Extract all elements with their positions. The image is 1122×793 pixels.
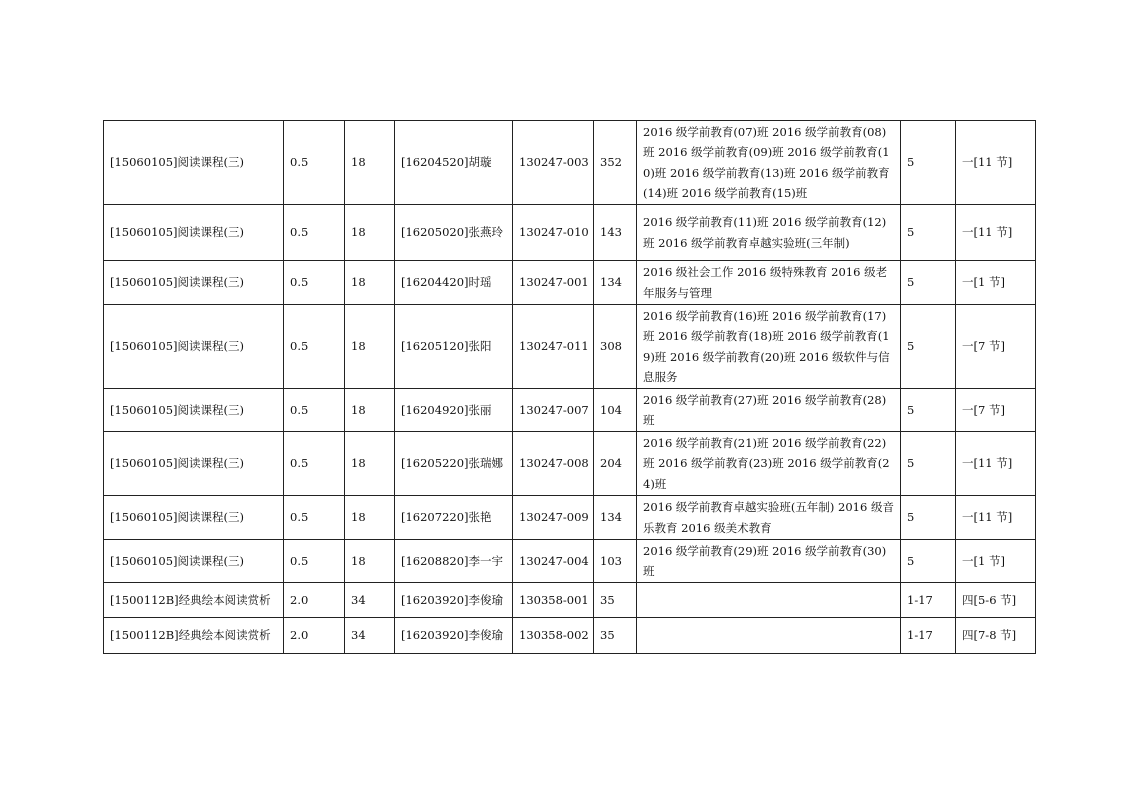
weeks-cell: 1-17 — [901, 618, 956, 654]
hours-cell: 18 — [345, 496, 395, 540]
count-cell: 308 — [594, 305, 637, 389]
table-row — [104, 618, 1036, 654]
teacher-cell: [16204420]时瑶 — [395, 261, 513, 305]
credit-cell: 0.5 — [284, 121, 345, 205]
classes-cell — [637, 618, 901, 654]
classes-cell: 2016 级学前教育(29)班 2016 级学前教育(30)班 — [637, 540, 901, 583]
count-cell: 352 — [594, 121, 637, 205]
weeks-cell: 5 — [901, 261, 956, 305]
classes-cell: 2016 级学前教育卓越实验班(五年制) 2016 级音乐教育 2016 级美术教育 — [637, 496, 901, 540]
count-cell: 35 — [594, 583, 637, 618]
time-cell: 一[7 节] — [956, 389, 1036, 432]
time-cell: 一[1 节] — [956, 261, 1036, 305]
course-cell: [15060105]阅读课程(三) — [104, 432, 284, 496]
hours-cell: 18 — [345, 305, 395, 389]
course-schedule-table — [103, 120, 1036, 654]
code-cell: 130358-002 — [513, 618, 594, 654]
classes-cell: 2016 级学前教育(21)班 2016 级学前教育(22)班 2016 级学前教育(23)班 2016 级学前教育(24)班 — [637, 432, 901, 496]
code-cell: 130247-010 — [513, 205, 594, 261]
teacher-cell: [16204920]张丽 — [395, 389, 513, 432]
weeks-cell: 5 — [901, 432, 956, 496]
course-cell: [15060105]阅读课程(三) — [104, 261, 284, 305]
credit-cell: 0.5 — [284, 432, 345, 496]
course-cell: [15060105]阅读课程(三) — [104, 389, 284, 432]
course-cell: [15060105]阅读课程(三) — [104, 540, 284, 583]
count-cell: 204 — [594, 432, 637, 496]
code-cell: 130247-001 — [513, 261, 594, 305]
teacher-cell: [16203920]李俊瑜 — [395, 583, 513, 618]
classes-cell — [637, 583, 901, 618]
classes-cell: 2016 级学前教育(27)班 2016 级学前教育(28)班 — [637, 389, 901, 432]
teacher-cell: [16203920]李俊瑜 — [395, 618, 513, 654]
credit-cell: 0.5 — [284, 540, 345, 583]
weeks-cell: 5 — [901, 305, 956, 389]
count-cell: 134 — [594, 496, 637, 540]
hours-cell: 18 — [345, 205, 395, 261]
weeks-cell: 5 — [901, 121, 956, 205]
credit-cell: 0.5 — [284, 261, 345, 305]
count-cell: 143 — [594, 205, 637, 261]
course-cell: [15060105]阅读课程(三) — [104, 496, 284, 540]
time-cell: 一[11 节] — [956, 432, 1036, 496]
credit-cell: 0.5 — [284, 389, 345, 432]
classes-cell: 2016 级学前教育(11)班 2016 级学前教育(12)班 2016 级学前教育卓越实验班(三年制) — [637, 205, 901, 261]
hours-cell: 18 — [345, 121, 395, 205]
hours-cell: 34 — [345, 583, 395, 618]
course-cell: [15060105]阅读课程(三) — [104, 305, 284, 389]
credit-cell: 2.0 — [284, 583, 345, 618]
code-cell: 130247-007 — [513, 389, 594, 432]
code-cell: 130247-011 — [513, 305, 594, 389]
weeks-cell: 5 — [901, 389, 956, 432]
count-cell: 35 — [594, 618, 637, 654]
course-cell: [1500112B]经典绘本阅读赏析 — [104, 618, 284, 654]
hours-cell: 34 — [345, 618, 395, 654]
table-row — [104, 121, 1036, 205]
teacher-cell: [16205020]张燕玲 — [395, 205, 513, 261]
table-row — [104, 205, 1036, 261]
count-cell: 104 — [594, 389, 637, 432]
time-cell: 一[7 节] — [956, 305, 1036, 389]
weeks-cell: 5 — [901, 540, 956, 583]
table-row — [104, 432, 1036, 496]
time-cell: 四[5-6 节] — [956, 583, 1036, 618]
hours-cell: 18 — [345, 261, 395, 305]
course-cell: [1500112B]经典绘本阅读赏析 — [104, 583, 284, 618]
weeks-cell: 5 — [901, 205, 956, 261]
code-cell: 130247-003 — [513, 121, 594, 205]
course-cell: [15060105]阅读课程(三) — [104, 121, 284, 205]
time-cell: 一[11 节] — [956, 496, 1036, 540]
classes-cell: 2016 级学前教育(16)班 2016 级学前教育(17)班 2016 级学前教育(18)班 2016 级学前教育(19)班 2016 级学前教育(20)班 2016 级软件与信息服务 — [637, 305, 901, 389]
count-cell: 103 — [594, 540, 637, 583]
count-cell: 134 — [594, 261, 637, 305]
table-row — [104, 305, 1036, 389]
credit-cell: 0.5 — [284, 496, 345, 540]
weeks-cell: 1-17 — [901, 583, 956, 618]
table-body — [104, 121, 1036, 654]
table-row — [104, 583, 1036, 618]
course-cell: [15060105]阅读课程(三) — [104, 205, 284, 261]
classes-cell: 2016 级学前教育(07)班 2016 级学前教育(08)班 2016 级学前教育(09)班 2016 级学前教育(10)班 2016 级学前教育(13)班 2016 级学前教育(14)班 2016 级学前教育(15)班 — [637, 121, 901, 205]
hours-cell: 18 — [345, 432, 395, 496]
table-row — [104, 261, 1036, 305]
teacher-cell: [16205220]张瑞娜 — [395, 432, 513, 496]
time-cell: 一[1 节] — [956, 540, 1036, 583]
teacher-cell: [16208820]李一宇 — [395, 540, 513, 583]
table-row — [104, 389, 1036, 432]
credit-cell: 0.5 — [284, 305, 345, 389]
time-cell: 四[7-8 节] — [956, 618, 1036, 654]
code-cell: 130247-004 — [513, 540, 594, 583]
hours-cell: 18 — [345, 540, 395, 583]
table-row — [104, 540, 1036, 583]
credit-cell: 0.5 — [284, 205, 345, 261]
credit-cell: 2.0 — [284, 618, 345, 654]
teacher-cell: [16205120]张阳 — [395, 305, 513, 389]
classes-cell: 2016 级社会工作 2016 级特殊教育 2016 级老年服务与管理 — [637, 261, 901, 305]
weeks-cell: 5 — [901, 496, 956, 540]
code-cell: 130358-001 — [513, 583, 594, 618]
code-cell: 130247-008 — [513, 432, 594, 496]
time-cell: 一[11 节] — [956, 205, 1036, 261]
time-cell: 一[11 节] — [956, 121, 1036, 205]
teacher-cell: [16207220]张艳 — [395, 496, 513, 540]
table-row — [104, 496, 1036, 540]
teacher-cell: [16204520]胡璇 — [395, 121, 513, 205]
hours-cell: 18 — [345, 389, 395, 432]
code-cell: 130247-009 — [513, 496, 594, 540]
